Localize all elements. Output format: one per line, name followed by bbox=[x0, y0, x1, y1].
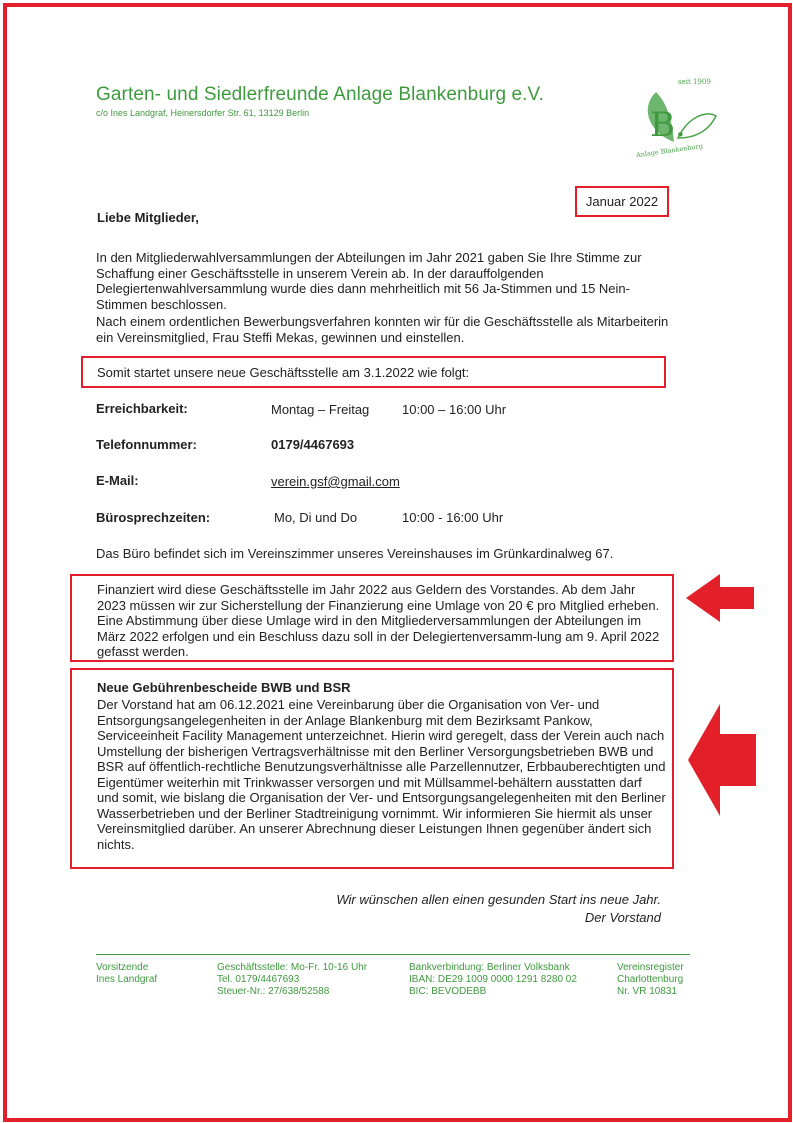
paragraph-hiring: Nach einem ordentlichen Bewerbungsverfahren konnten wir für die Geschäftsstelle als Mitarbeiterin ein Vereinsmitglied, Frau Steffi Mekas, gewinnen und einstellen. bbox=[96, 314, 669, 345]
logo-bottom-text: Anlage Blankenburg bbox=[635, 141, 704, 160]
footer-iban: IBAN: DE29 1009 0000 1291 8280 02 bbox=[409, 974, 577, 985]
phone-number: 0179/4467693 bbox=[271, 437, 355, 452]
footer-register-number: Nr. VR 10831 bbox=[617, 986, 678, 997]
footer-divider bbox=[96, 954, 690, 955]
fees-box bbox=[70, 668, 674, 869]
red-arrow-left-large-icon bbox=[688, 704, 758, 816]
organization-name: Garten- und Siedlerfreunde Anlage Blankenburg e.V. bbox=[96, 84, 544, 105]
footer-chair-name: Ines Landgraf bbox=[96, 974, 158, 985]
fees-heading: Neue Gebührenbescheide BWB und BSR bbox=[97, 680, 351, 695]
logo-top-text: seit 1909 bbox=[678, 78, 711, 86]
start-announcement-box bbox=[81, 356, 666, 388]
availability-label: Erreichbarkeit: bbox=[96, 401, 188, 416]
date-box bbox=[575, 186, 669, 217]
office-hours-time: 10:00 - 16:00 Uhr bbox=[402, 510, 504, 525]
closing-wish: Wir wünschen allen einen gesunden Start ins neue Jahr. bbox=[336, 892, 661, 907]
financing-box bbox=[70, 574, 674, 662]
availability-hours: 10:00 – 16:00 Uhr bbox=[402, 402, 507, 417]
closing-signature: Der Vorstand bbox=[584, 910, 661, 925]
footer-register-title: Vereinsregister bbox=[617, 962, 684, 973]
email-label: E-Mail: bbox=[96, 473, 139, 488]
footer-bank bbox=[409, 962, 577, 998]
club-logo bbox=[628, 72, 720, 164]
footer-chair-title: Vorsitzende bbox=[96, 962, 149, 973]
footer-bank-name: Bankverbindung: Berliner Volksbank bbox=[409, 962, 570, 973]
paragraph-office-location: Das Büro befindet sich im Vereinszimmer unseres Vereinshauses im Grünkardinalweg 67. bbox=[96, 546, 614, 561]
paragraph-election: In den Mitgliederwahlversammlungen der Abteilungen im Jahr 2021 gaben Sie Ihre Stimme zur Schaffung einer Geschäftsstelle in unserem Verein ab. In der darauffolgenden Delegiertenwahlversammlung wurde dies dann mehrheitlich mit 56 Ja-Stimmen und 15 Nein-Stimmen beschlossen. bbox=[96, 250, 642, 312]
email-link[interactable]: verein.gsf@gmail.com bbox=[271, 474, 400, 489]
office-hours-label: Bürosprechzeiten: bbox=[96, 510, 211, 525]
footer-office bbox=[217, 962, 367, 998]
footer-office-hours: Geschäftsstelle: Mo-Fr. 10-16 Uhr bbox=[217, 962, 368, 973]
start-announcement: Somit startet unsere neue Geschäftsstelle am 3.1.2022 wie folgt: bbox=[97, 364, 470, 380]
red-arrow-left-icon bbox=[686, 574, 758, 622]
footer-bic: BIC: BEVODEBB bbox=[409, 986, 487, 997]
logo-letter: B. bbox=[650, 105, 686, 145]
greeting: Liebe Mitglieder, bbox=[97, 210, 199, 225]
organization-address: c/o Ines Landgraf, Heinersdorfer Str. 61, 13129 Berlin bbox=[96, 108, 310, 118]
footer-register bbox=[617, 962, 684, 998]
letter-date: Januar 2022 bbox=[585, 194, 659, 209]
financing-text: Finanziert wird diese Geschäftsstelle im Jahr 2022 aus Geldern des Vorstandes. Ab dem Jahr 2023 müssen wir zur Sicherstellung der Finanzierung eine Umlage von 20 € pro Mitglied erheben. Eine Abstimmung über diese Umlage wird in den Mitgliederversammlungen der Abteilungen im März 2022 erfolgen und ein Beschluss dazu soll in der Delegiertenversamm-lung am 9. April 2022 gefasst werden. bbox=[97, 582, 660, 659]
footer-register-court: Charlottenburg bbox=[617, 974, 684, 985]
fees-text: Der Vorstand hat am 06.12.2021 eine Vereinbarung über die Organisation von Ver- und Entsorgungsangelegenheiten in der Anlage Blankenburg mit dem Bezirksamt Pankow, Serviceeinheit Facility Management unterzeichnet. Hierin wird geregelt, dass der Verein auch nach Umstellung der bisherigen Vertragsverhältnisse mit den Berliner Versorgungsbetrieben BWB und BSR auf öffentlich-rechtliche Benutzungsverhältnisse alle Parzellennutzer, Erbbauberechtigten und Eigentümer weiterhin mit Trinkwasser versorgen und mit Müllsammel-behältern ausstatten darf und somit, wie bislang die Organisation der Ver- und Entsorgungsangelegenheiten mit den Berliner Wasserbetrieben und der Berliner Stadtreinigung vornimmt. Wir informieren Sie hiermit als unser Vereinsmitglied darüber. An unserer Abrechnung dieser Leistungen Ihnen gegenüber ändert sich nichts. bbox=[97, 697, 666, 852]
phone-label: Telefonnummer: bbox=[96, 437, 197, 452]
footer-chair bbox=[96, 962, 157, 986]
closing bbox=[336, 891, 661, 927]
footer-office-phone: Tel. 0179/4467693 bbox=[217, 974, 300, 985]
availability-days: Montag – Freitag bbox=[271, 402, 370, 417]
office-hours-days: Mo, Di und Do bbox=[274, 510, 358, 525]
footer-tax-number: Steuer-Nr.: 27/638/52588 bbox=[217, 986, 330, 997]
